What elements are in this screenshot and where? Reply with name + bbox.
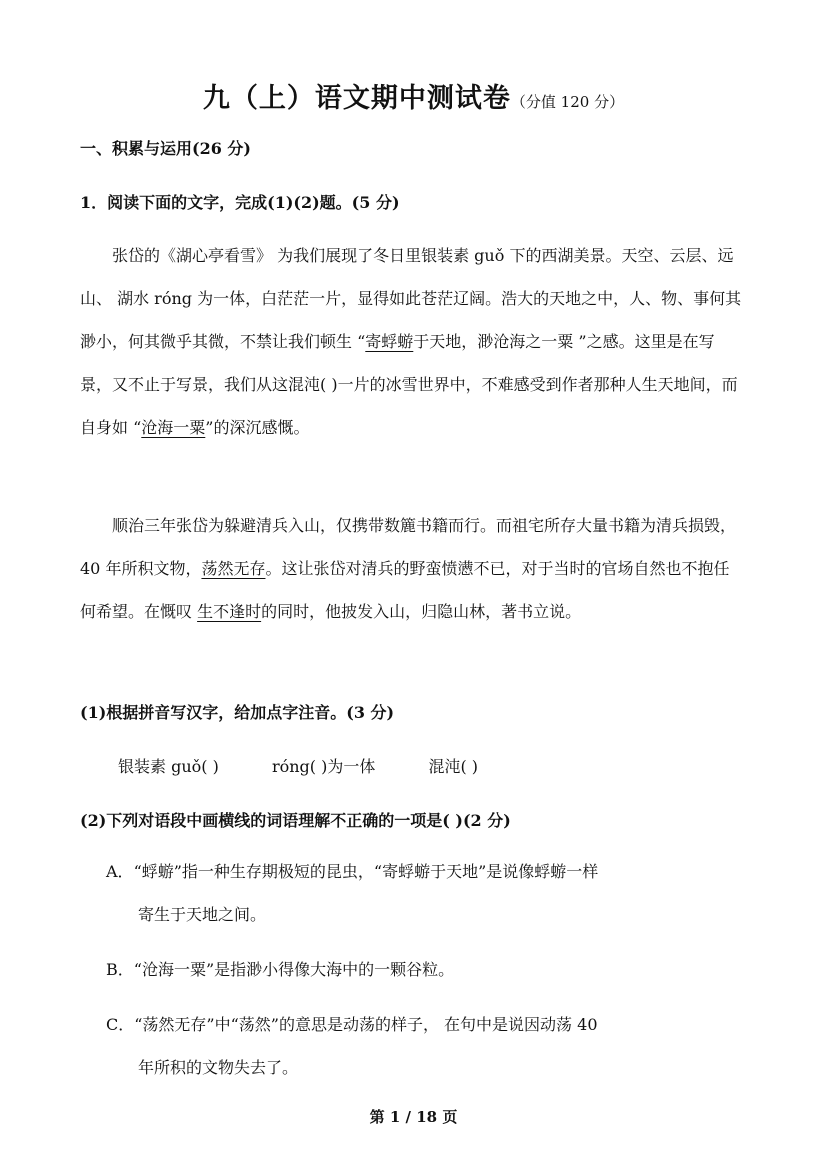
option-b-letter: B． <box>106 960 134 979</box>
option-b: B．“沧海一粟”是指渺小得像大海中的一颗谷粒。 <box>106 960 455 979</box>
underlined-term-dangranwucun: 荡然无存 <box>201 559 266 578</box>
title-score: （分值 120 分） <box>510 93 625 111</box>
underlined-term-canghaiyisu: 沧海一粟 <box>141 418 206 437</box>
sub1-heading: (1)根据拼音写汉字，给加点字注音。(3 分) <box>80 703 395 722</box>
page-title <box>0 76 827 115</box>
fill-item-rong: róng( )为一体 <box>271 757 376 776</box>
q1-passage-para2: 顺治三年张岱为躲避清兵入山，仅携带数簏书籍而行。而祖宅所存大量书籍为清兵损毁， 40 年所积文物，荡然无存。这让张岱对清兵的野蛮愤懑不已，对于当时的官场自然也不抱任何希望。在慨叹 生不逢时的同时，他披发入山，归隐山林，著书立说。 <box>80 516 737 621</box>
option-a-letter: A． <box>106 862 134 881</box>
sub1-fill-items <box>118 754 526 777</box>
sub2-heading: (2)下列对语段中画横线的词语理解不正确的一项是( )(2 分) <box>80 811 511 830</box>
underlined-term-shengbufengshi: 生不逢时 <box>197 602 262 621</box>
option-c-letter: C． <box>106 1015 135 1034</box>
fill-item-guo: 银装素 guǒ( ) <box>118 757 219 776</box>
underlined-term-jifuyou: 寄蜉蝣 <box>365 332 414 351</box>
q1-heading: 1．阅读下面的文字，完成(1)(2)题。(5 分) <box>80 193 400 212</box>
option-a: A．“蜉蝣”指一种生存期极短的昆虫，“寄蜉蝣于天地”是说像蜉蝣一样 寄生于天地之间。 <box>106 862 599 924</box>
q1-passage-para1: 张岱的《湖心亭看雪》 为我们展现了冬日里银装素 guǒ 下的西湖美景。天空、云层、远山、 湖水 róng 为一体，白茫茫一片，显得如此苍茫辽阔。浩大的天地之中，人、物、事何其渺小，何其微乎其微，不禁让我们顿生 “寄蜉蝣于天地，渺沧海之一粟 ”之感。这里是在写景，又不止于写景，我们从这混沌( )一片的冰雪世界中，不难感受到作者那种人生天地间，而自身如 “沧海一粟”的深沉感慨。 <box>80 246 742 437</box>
fill-item-hundun: 混沌( ) <box>428 757 479 776</box>
option-c: C．“荡然无存”中“荡然”的意思是动荡的样子， 在句中是说因动荡 40 年所积的文物失去了。 <box>106 1015 598 1077</box>
page-number: 第 1 / 18 页 <box>369 1108 458 1126</box>
section1-heading: 一、积累与运用(26 分) <box>80 139 251 158</box>
title-main: 九（上）语文期中测试卷 <box>202 83 511 114</box>
